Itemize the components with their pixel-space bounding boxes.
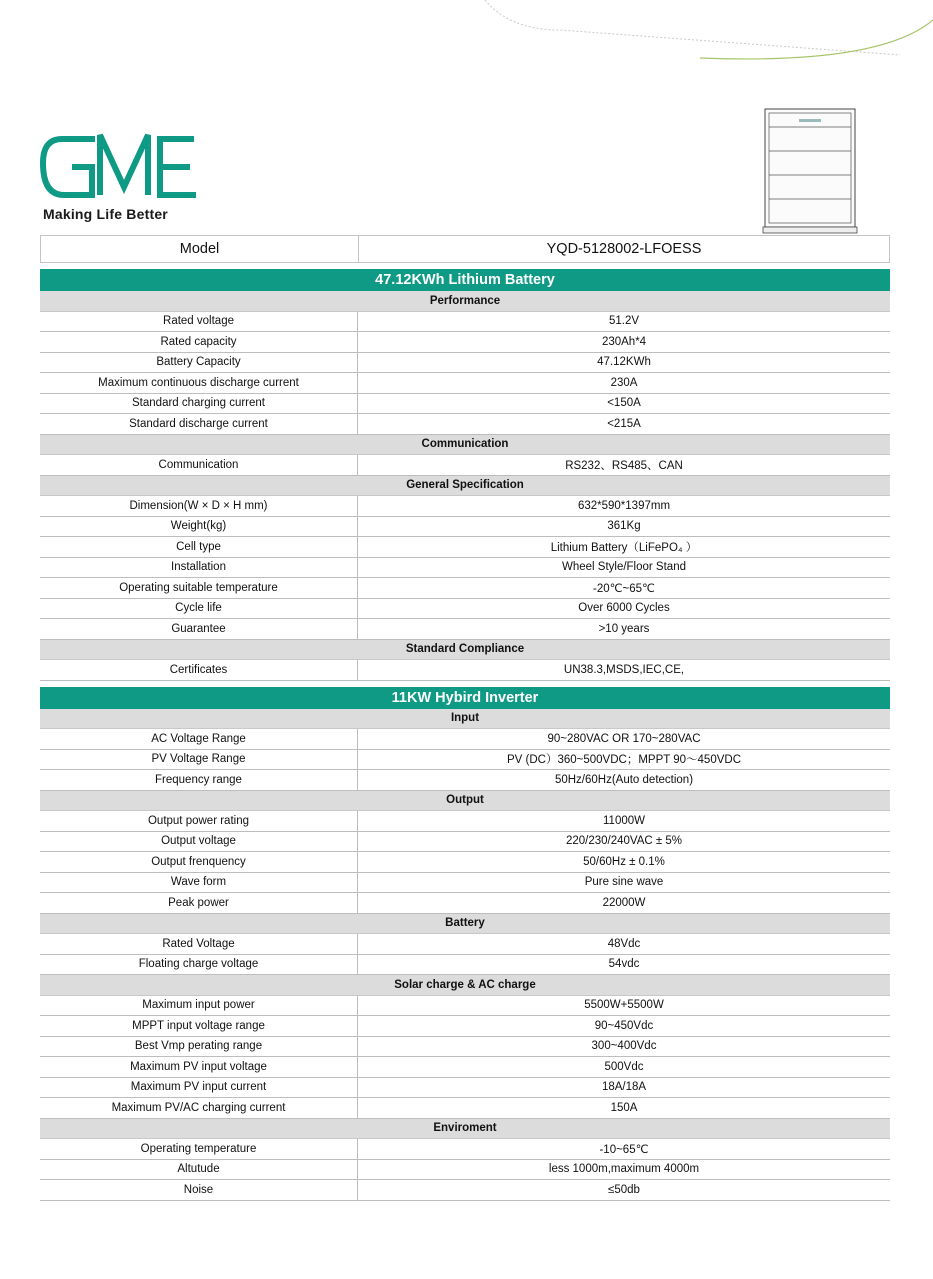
section-header: Communication <box>40 435 890 456</box>
spec-row <box>40 955 890 976</box>
spec-value: PV (DC）360~500VDC；MPPT 90～450VDC <box>506 754 742 767</box>
spec-row <box>40 832 890 853</box>
spec-label: Dimension(W × D × H mm) <box>40 496 358 516</box>
spec-value: Over 6000 Cycles <box>578 602 670 615</box>
spec-label: Operating suitable temperature <box>40 578 358 598</box>
spec-row <box>40 1139 890 1160</box>
section-header: Battery <box>40 914 890 935</box>
spec-row <box>40 750 890 771</box>
spec-value: -10~65℃ <box>599 1143 649 1156</box>
spec-value: 11000W <box>603 814 645 827</box>
spec-label: Cell type <box>40 537 358 557</box>
spec-label: Standard charging current <box>40 394 358 414</box>
spec-value: Wheel Style/Floor Stand <box>561 561 686 574</box>
spec-value: 5500W+5500W <box>584 999 664 1012</box>
spec-value: 51.2V <box>608 315 640 328</box>
spec-label: MPPT input voltage range <box>40 1016 358 1036</box>
spec-value: 22000W <box>602 896 646 909</box>
product-banner: 47.12KWh Lithium Battery <box>40 269 890 291</box>
spec-value: ≤50db <box>608 1183 640 1196</box>
tagline: Making Life Better <box>43 206 168 222</box>
spec-label: AC Voltage Range <box>40 729 358 749</box>
decorative-curve <box>0 0 933 80</box>
spec-value: 150A <box>610 1101 638 1114</box>
spec-label: Operating temperature <box>40 1139 358 1159</box>
spec-row <box>40 852 890 873</box>
spec-value: 230A <box>610 376 638 389</box>
spec-label: Installation <box>40 558 358 578</box>
spec-row <box>40 619 890 640</box>
spec-value: 500Vdc <box>604 1060 644 1073</box>
spec-row <box>40 578 890 599</box>
model-value: YQD-5128002-LFOESS <box>546 241 702 257</box>
spec-row <box>40 729 890 750</box>
spec-label: Noise <box>40 1180 358 1200</box>
spec-label: Communication <box>40 455 358 475</box>
section-header: Performance <box>40 291 890 312</box>
spec-row <box>40 455 890 476</box>
spec-label: Rated capacity <box>40 332 358 352</box>
spec-value: >10 years <box>598 622 650 635</box>
spec-label: Certificates <box>40 660 358 680</box>
spec-label: Maximum PV/AC charging current <box>40 1098 358 1118</box>
section-header: Solar charge & AC charge <box>40 975 890 996</box>
spec-value: Pure sine wave <box>584 876 664 889</box>
spec-value: <150A <box>607 397 641 410</box>
spec-row <box>40 934 890 955</box>
spec-table <box>40 235 890 1201</box>
spec-row <box>40 1057 890 1078</box>
spec-row <box>40 1078 890 1099</box>
spec-row <box>40 558 890 579</box>
spec-label: Battery Capacity <box>40 353 358 373</box>
spec-label: Cycle life <box>40 599 358 619</box>
spec-label: Floating charge voltage <box>40 955 358 975</box>
spec-row <box>40 353 890 374</box>
spec-value: less 1000m,maximum 4000m <box>548 1163 700 1176</box>
spec-row <box>40 996 890 1017</box>
battery-cabinet-image <box>762 107 858 235</box>
spec-row <box>40 893 890 914</box>
spec-row <box>40 873 890 894</box>
spec-label: Best Vmp perating range <box>40 1037 358 1057</box>
spec-label: Maximum PV input voltage <box>40 1057 358 1077</box>
spec-label: Maximum continuous discharge current <box>40 373 358 393</box>
spec-row <box>40 537 890 558</box>
section-header: General Specification <box>40 476 890 497</box>
spec-value: 54vdc <box>608 958 640 971</box>
model-label: Model <box>41 236 359 262</box>
spec-value: RS232、RS485、CAN <box>565 459 683 472</box>
spec-row <box>40 496 890 517</box>
spec-value: 361Kg <box>607 520 641 533</box>
spec-value: 50/60Hz ± 0.1% <box>583 855 665 868</box>
spec-value: UN38.3,MSDS,IEC,CE, <box>563 663 685 676</box>
spec-row <box>40 312 890 333</box>
spec-label: PV Voltage Range <box>40 750 358 770</box>
spec-label: Output voltage <box>40 832 358 852</box>
spec-value: 90~280VAC OR 170~280VAC <box>547 732 701 745</box>
section-header: Output <box>40 791 890 812</box>
spec-label: Maximum PV input current <box>40 1078 358 1098</box>
model-row <box>40 235 890 263</box>
spec-row <box>40 1180 890 1201</box>
spec-value: -20℃~65℃ <box>593 582 655 595</box>
section-header: Input <box>40 709 890 730</box>
spec-row <box>40 1037 890 1058</box>
spec-value: <215A <box>607 417 641 430</box>
spec-row <box>40 414 890 435</box>
spec-row <box>40 599 890 620</box>
spec-row <box>40 770 890 791</box>
spec-label: Peak power <box>40 893 358 913</box>
section-header: Enviroment <box>40 1119 890 1140</box>
spec-row <box>40 373 890 394</box>
spec-value: 47.12KWh <box>597 356 651 369</box>
spec-label: Rated voltage <box>40 312 358 332</box>
product-banner: 11KW Hybird Inverter <box>40 687 890 709</box>
section-header: Standard Compliance <box>40 640 890 661</box>
spec-label: Output power rating <box>40 811 358 831</box>
spec-label: Maximum input power <box>40 996 358 1016</box>
spec-row <box>40 517 890 538</box>
spec-row <box>40 394 890 415</box>
spec-value: 632*590*1397mm <box>577 499 671 512</box>
spec-label: Weight(kg) <box>40 517 358 537</box>
spec-row <box>40 1098 890 1119</box>
spec-row <box>40 660 890 681</box>
spec-row <box>40 1160 890 1181</box>
spec-row <box>40 811 890 832</box>
spec-row <box>40 332 890 353</box>
spec-value: 50Hz/60Hz(Auto detection) <box>554 773 694 786</box>
spec-label: Wave form <box>40 873 358 893</box>
spec-label: Altutude <box>40 1160 358 1180</box>
spec-label: Standard discharge current <box>40 414 358 434</box>
spec-value: 220/230/240VAC ± 5% <box>565 835 683 848</box>
spec-label: Frequency range <box>40 770 358 790</box>
spec-value: 90~450Vdc <box>594 1019 654 1032</box>
spec-label: Rated Voltage <box>40 934 358 954</box>
spec-value: 230Ah*4 <box>601 335 647 348</box>
spec-value: 48Vdc <box>607 937 641 950</box>
spec-row <box>40 1016 890 1037</box>
gme-logo <box>40 127 200 199</box>
spec-value: 18A/18A <box>601 1081 647 1094</box>
spec-value: Lithium Battery（LiFePO₄ ） <box>550 541 698 554</box>
spec-label: Guarantee <box>40 619 358 639</box>
spec-label: Output frenquency <box>40 852 358 872</box>
spec-value: 300~400Vdc <box>591 1040 657 1053</box>
